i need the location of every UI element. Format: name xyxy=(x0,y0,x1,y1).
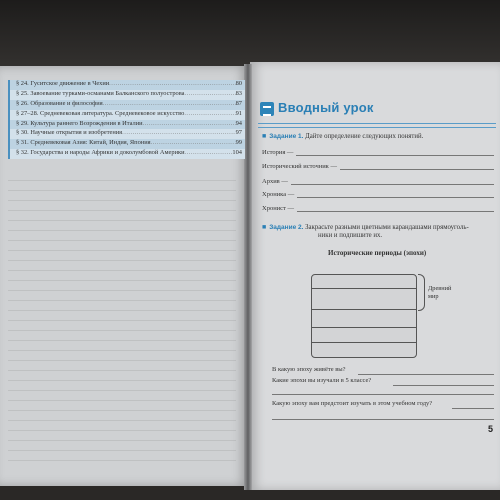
period-label: Древний мир xyxy=(428,285,452,300)
definition-row: Исторический источник — xyxy=(262,161,494,170)
period-divider xyxy=(312,309,416,310)
toc-entry: § 30. Научные открытия и изобретения ..... 97 xyxy=(10,129,245,139)
answer-line[interactable] xyxy=(291,177,494,185)
question-text: Какие эпохи вы изучали в 5 классе? xyxy=(272,377,372,384)
period-divider xyxy=(312,288,416,289)
toc-entry: § 32. Государства и народы Африки и доколумбовой Америки ..... 104 xyxy=(10,149,245,159)
task-1-instruction: ■ Задание 1. Дайте определение следующих понятий. xyxy=(262,132,424,140)
answer-line[interactable] xyxy=(296,148,494,156)
periods-diagram xyxy=(311,274,417,358)
task-bullet-icon: ■ xyxy=(262,132,267,140)
toc-entry: § 25. Завоевание турками-османами Балканского полуострова ..... 83 xyxy=(10,90,245,100)
lesson-title: Вводный урок xyxy=(278,100,374,115)
question-text: Какую эпоху вам предстоит изучать в этом учебном году? xyxy=(272,400,433,407)
bleed-through-text xyxy=(8,180,236,470)
lesson-icon xyxy=(260,102,274,116)
answer-line[interactable] xyxy=(340,162,494,170)
definition-row: История — xyxy=(262,147,494,156)
task-bullet-icon: ■ xyxy=(262,223,267,231)
header-divider xyxy=(258,123,496,128)
page-number: 5 xyxy=(488,424,494,434)
period-divider xyxy=(312,342,416,343)
question-text: В какую эпоху живёте вы? xyxy=(272,366,346,373)
answer-line[interactable] xyxy=(297,190,494,198)
book-spine xyxy=(244,64,252,490)
definition-row: Хроника — xyxy=(262,189,494,198)
periods-heading: Исторические периоды (эпохи) xyxy=(328,249,427,257)
definition-row: Архив — xyxy=(262,176,494,185)
answer-line[interactable] xyxy=(272,393,494,395)
period-divider xyxy=(312,327,416,328)
toc-entry: § 26. Образование и философия ..... 87 xyxy=(10,100,245,110)
bracket xyxy=(418,274,425,311)
task-2-instruction: ■ Задание 2. Закрасьте разными цветными карандашами прямоуголь- ники и подпишите их. xyxy=(262,223,469,240)
toc-entry: § 29. Культура раннего Возрождения в Италии ..... 94 xyxy=(10,120,245,130)
definition-row: Хронист — xyxy=(262,203,494,212)
answer-line[interactable] xyxy=(452,407,494,409)
table-of-contents xyxy=(8,80,245,159)
background-top xyxy=(0,0,500,70)
toc-entry: § 24. Гуситское движение в Чехии ..... 80 xyxy=(10,80,245,90)
toc-entry: § 31. Средневековая Азия: Китай, Индия, Япония ..... 99 xyxy=(10,139,245,149)
answer-line[interactable] xyxy=(393,384,494,386)
answer-line[interactable] xyxy=(297,204,494,212)
toc-entry: § 27–28. Средневековая литература. Средневековое искусство ..... 91 xyxy=(10,110,245,120)
answer-line[interactable] xyxy=(272,418,494,420)
answer-line[interactable] xyxy=(358,373,494,375)
